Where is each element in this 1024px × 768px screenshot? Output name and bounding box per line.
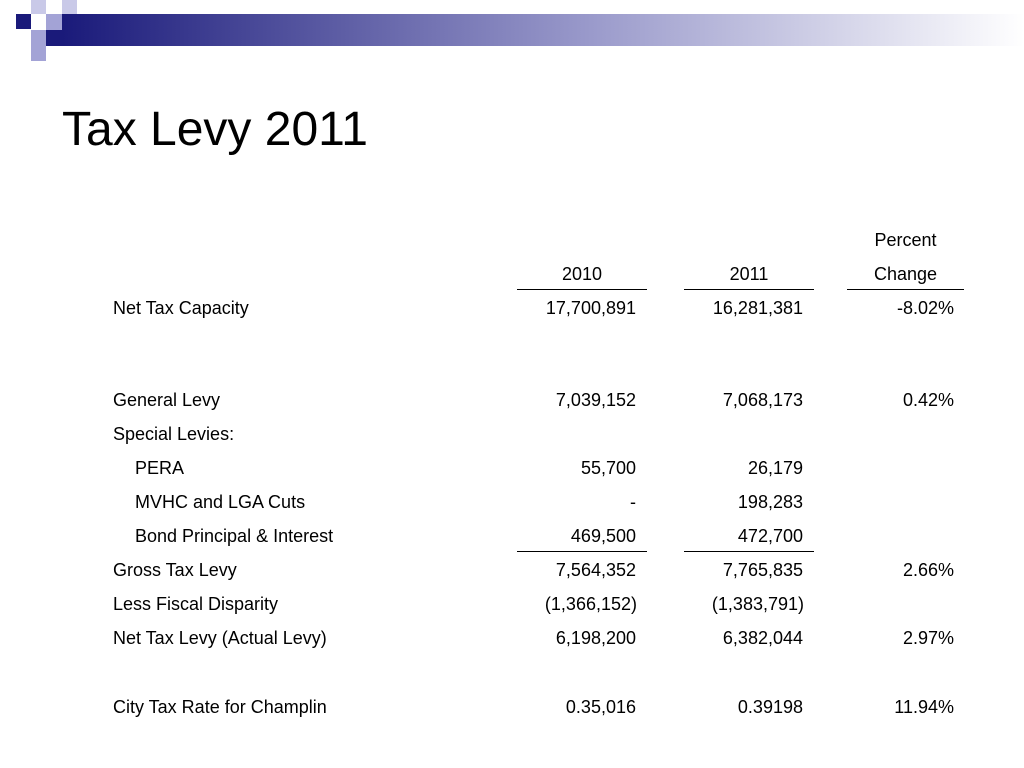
- value-percent-change: 11.94%: [894, 697, 954, 717]
- slide-title: Tax Levy 2011: [62, 103, 368, 156]
- row-label-gross-tax-levy: Gross Tax Levy: [113, 560, 237, 580]
- subtotal-rule-2010: [517, 551, 647, 552]
- value-2011: 16,281,381: [712, 298, 803, 318]
- header-rule-pct: [847, 289, 964, 290]
- row-label-net-tax-capacity: Net Tax Capacity: [113, 298, 249, 318]
- row-label-mvhc-lga-cuts: MVHC and LGA Cuts: [135, 492, 306, 512]
- value-percent-change: 0.42%: [902, 390, 954, 410]
- value-percent-change: 2.97%: [902, 628, 954, 648]
- value-2011: 6,382,044: [722, 628, 803, 648]
- value-2011: 7,765,835: [722, 560, 803, 580]
- value-2011: 198,283: [737, 492, 803, 512]
- value-2010: 7,039,152: [555, 390, 636, 410]
- row-label-special-levies: Special Levies:: [113, 424, 235, 444]
- value-2010: 0.35,016: [565, 697, 636, 717]
- row-label-less-fiscal-disparity: Less Fiscal Disparity: [113, 594, 279, 614]
- row-label-general-levy: General Levy: [113, 390, 221, 410]
- value-percent-change: -8.02%: [896, 298, 954, 318]
- value-2011: 26,179: [747, 458, 803, 478]
- value-2010: 17,700,891: [545, 298, 636, 318]
- value-2010: 6,198,200: [555, 628, 636, 648]
- value-2010: (1,366,152): [544, 594, 637, 614]
- value-2010: -: [630, 492, 636, 512]
- header-rule-2010: [517, 289, 647, 290]
- value-percent-change: 2.66%: [902, 560, 954, 580]
- header-2010: 2010: [561, 264, 603, 284]
- value-2010: 7,564,352: [555, 560, 636, 580]
- value-2011: 0.39198: [737, 697, 803, 717]
- header-rule-2011: [684, 289, 814, 290]
- header-2011: 2011: [729, 264, 769, 284]
- value-2011: 472,700: [737, 526, 803, 546]
- row-label-pera: PERA: [135, 458, 185, 478]
- value-2011: (1,383,791): [711, 594, 804, 614]
- row-label-bond-principal-interest: Bond Principal & Interest: [135, 526, 334, 546]
- header-change: Change: [873, 264, 938, 284]
- value-2011: 7,068,173: [722, 390, 803, 410]
- row-label-net-tax-levy: Net Tax Levy (Actual Levy): [113, 628, 327, 648]
- row-label-city-tax-rate: City Tax Rate for Champlin: [113, 697, 327, 717]
- header-percent: Percent: [874, 230, 937, 250]
- value-2010: 469,500: [570, 526, 636, 546]
- value-2010: 55,700: [580, 458, 636, 478]
- subtotal-rule-2011: [684, 551, 814, 552]
